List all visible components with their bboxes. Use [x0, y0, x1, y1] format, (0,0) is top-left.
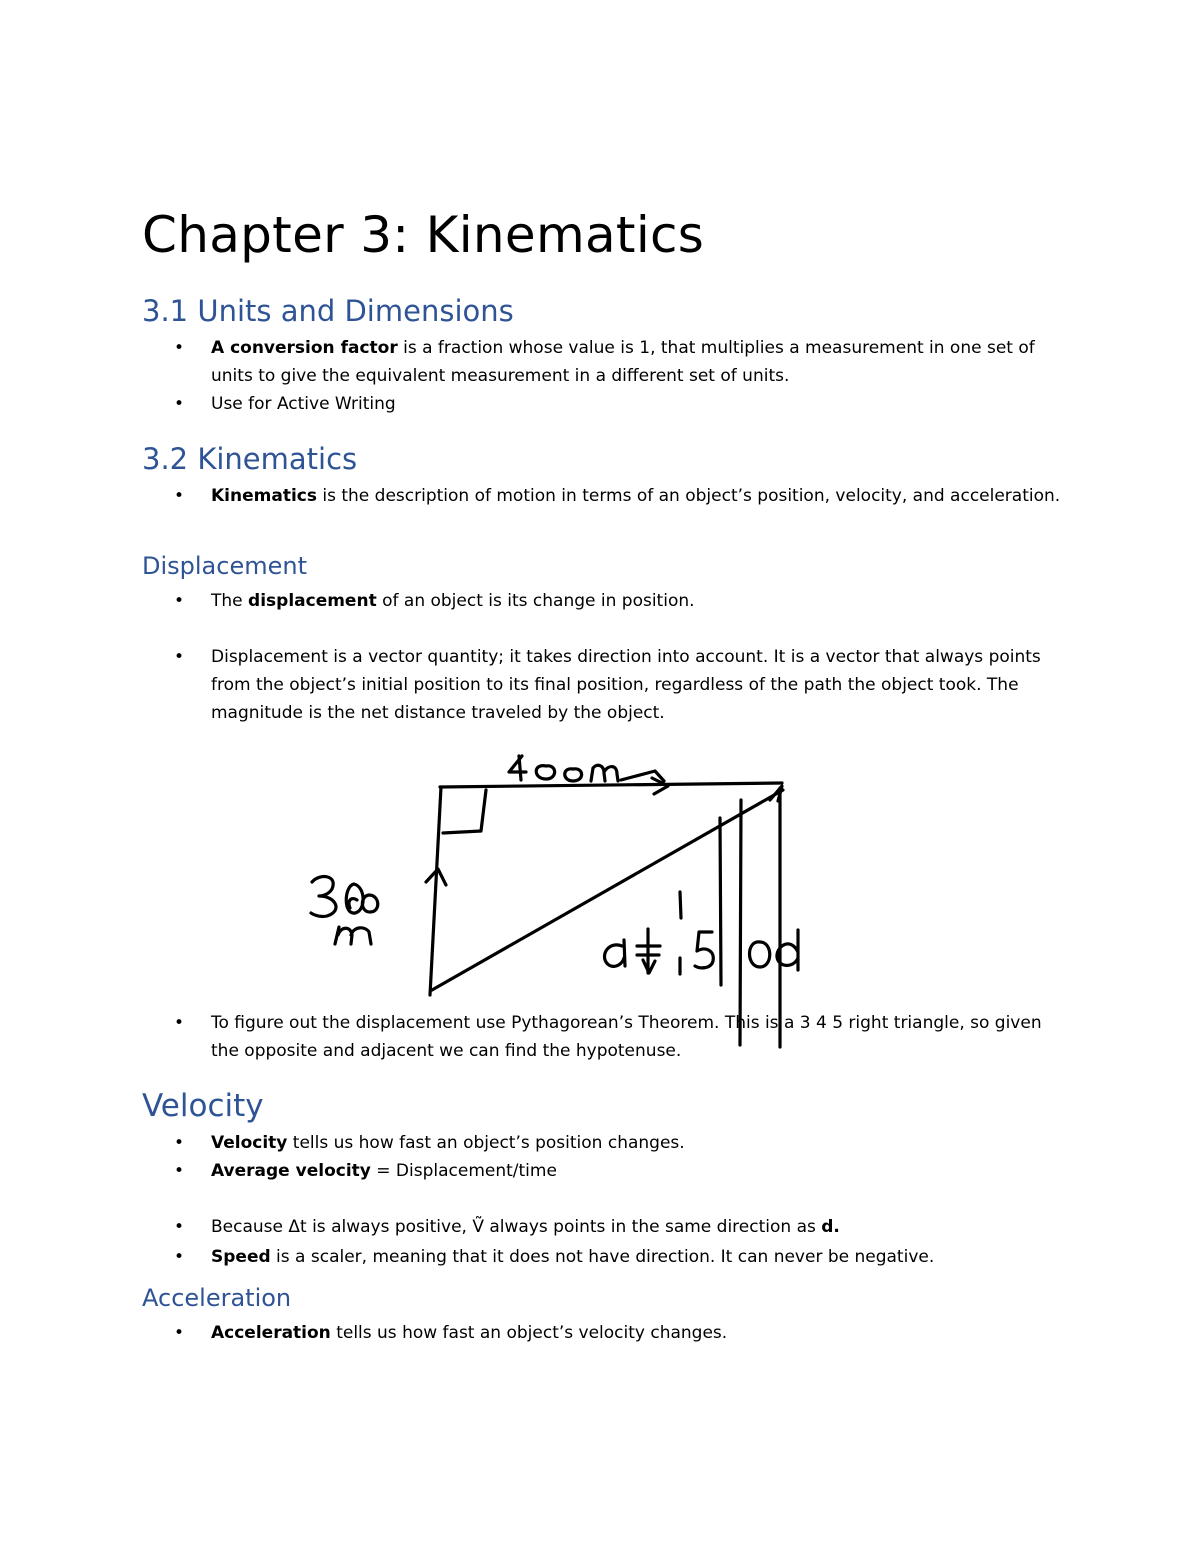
- list-displacement-3: [0, 1009, 1066, 1065]
- list-item: [0, 1243, 1066, 1271]
- top-arrowhead: [652, 778, 668, 794]
- list-item-text: = Displacement/time: [370, 1161, 557, 1181]
- handwriting-0a: [750, 942, 770, 967]
- list-item-text: tells us how fast an object’s position changes.: [287, 1133, 685, 1153]
- heading-kinematics: 3.2 Kinematics: [142, 442, 358, 476]
- heading-velocity: Velocity: [142, 1088, 264, 1124]
- left-arrowhead: [426, 869, 446, 885]
- handwriting-m: [335, 927, 371, 944]
- list-item-text: Because Δt is always positive, Ṽ always points in the same direction as: [211, 1217, 822, 1237]
- list-displacement-2: [0, 643, 1066, 727]
- term-speed: Speed: [211, 1247, 271, 1267]
- term-conversion-factor: A conversion factor: [211, 338, 398, 358]
- handwriting-equals: [637, 929, 660, 973]
- term-velocity: Velocity: [211, 1133, 288, 1153]
- list-item: [0, 587, 1066, 615]
- list-item-text: To figure out the displacement use Pythagorean’s Theorem. This is a 3 4 5 right triangle, so given the opposite and adjacent we can find the hypotenuse.: [211, 1013, 1042, 1061]
- list-item-text: of an object is its change in position.: [376, 591, 695, 611]
- list-item: [0, 1009, 1066, 1065]
- heading-displacement: Displacement: [142, 552, 307, 580]
- list-displacement-1: [0, 587, 1066, 615]
- list-item-text: Use for Active Writing: [211, 394, 396, 414]
- list-item: [0, 643, 1066, 727]
- page-title: Chapter 3: Kinematics: [142, 206, 705, 264]
- term-kinematics: Kinematics: [211, 486, 317, 506]
- list-kinematics: [0, 482, 1066, 510]
- list-item-text: The: [211, 591, 249, 611]
- vertical-stroke-4: [680, 892, 681, 918]
- vertical-stroke-1: [720, 818, 721, 985]
- hyp-arrowhead: [770, 786, 782, 801]
- list-item-text: is a scaler, meaning that it does not have direction. It can never be negative.: [270, 1247, 935, 1267]
- list-item: [0, 482, 1066, 510]
- heading-units-and-dimensions: 3.1 Units and Dimensions: [142, 294, 514, 328]
- list-item: [0, 1213, 1066, 1241]
- list-item: [0, 334, 1066, 390]
- top-side-line: [440, 783, 782, 787]
- handwriting-0b: [777, 930, 798, 970]
- list-units: [0, 334, 1066, 418]
- hypotenuse-line: [432, 790, 783, 990]
- list-item: [0, 1157, 1066, 1185]
- handwriting-d: [604, 940, 625, 966]
- list-item-text: is a fraction whose value is 1, that multiplies a measurement in one set of units to give the equivalent measurement in a different set of units.: [211, 338, 1035, 386]
- right-angle-marker: [443, 790, 486, 833]
- term-displacement: displacement: [248, 591, 377, 611]
- term-d: d.: [821, 1217, 840, 1237]
- term-acceleration: Acceleration: [211, 1323, 331, 1343]
- list-velocity-1: [0, 1129, 1066, 1185]
- term-average-velocity: Average velocity: [211, 1161, 371, 1181]
- list-item: [0, 390, 1066, 418]
- handwriting-5: [695, 932, 713, 968]
- list-item: [0, 1129, 1066, 1157]
- list-velocity-2: [0, 1213, 1066, 1271]
- handwriting-400m: [509, 756, 664, 781]
- list-item-text: Displacement is a vector quantity; it takes direction into account. It is a vector that always points from the object’s initial position to its final position, regardless of the path the object took. The magnitude is the net distance traveled by the object.: [211, 647, 1041, 723]
- heading-acceleration: Acceleration: [142, 1284, 292, 1312]
- list-item-text: is the description of motion in terms of an object’s position, velocity, and acceleration.: [316, 486, 1061, 506]
- list-item-text: tells us how fast an object’s velocity changes.: [330, 1323, 728, 1343]
- left-side-line: [430, 787, 441, 995]
- handwriting-300: [311, 877, 378, 917]
- list-item: [0, 1319, 1066, 1347]
- list-acceleration: [0, 1319, 1066, 1347]
